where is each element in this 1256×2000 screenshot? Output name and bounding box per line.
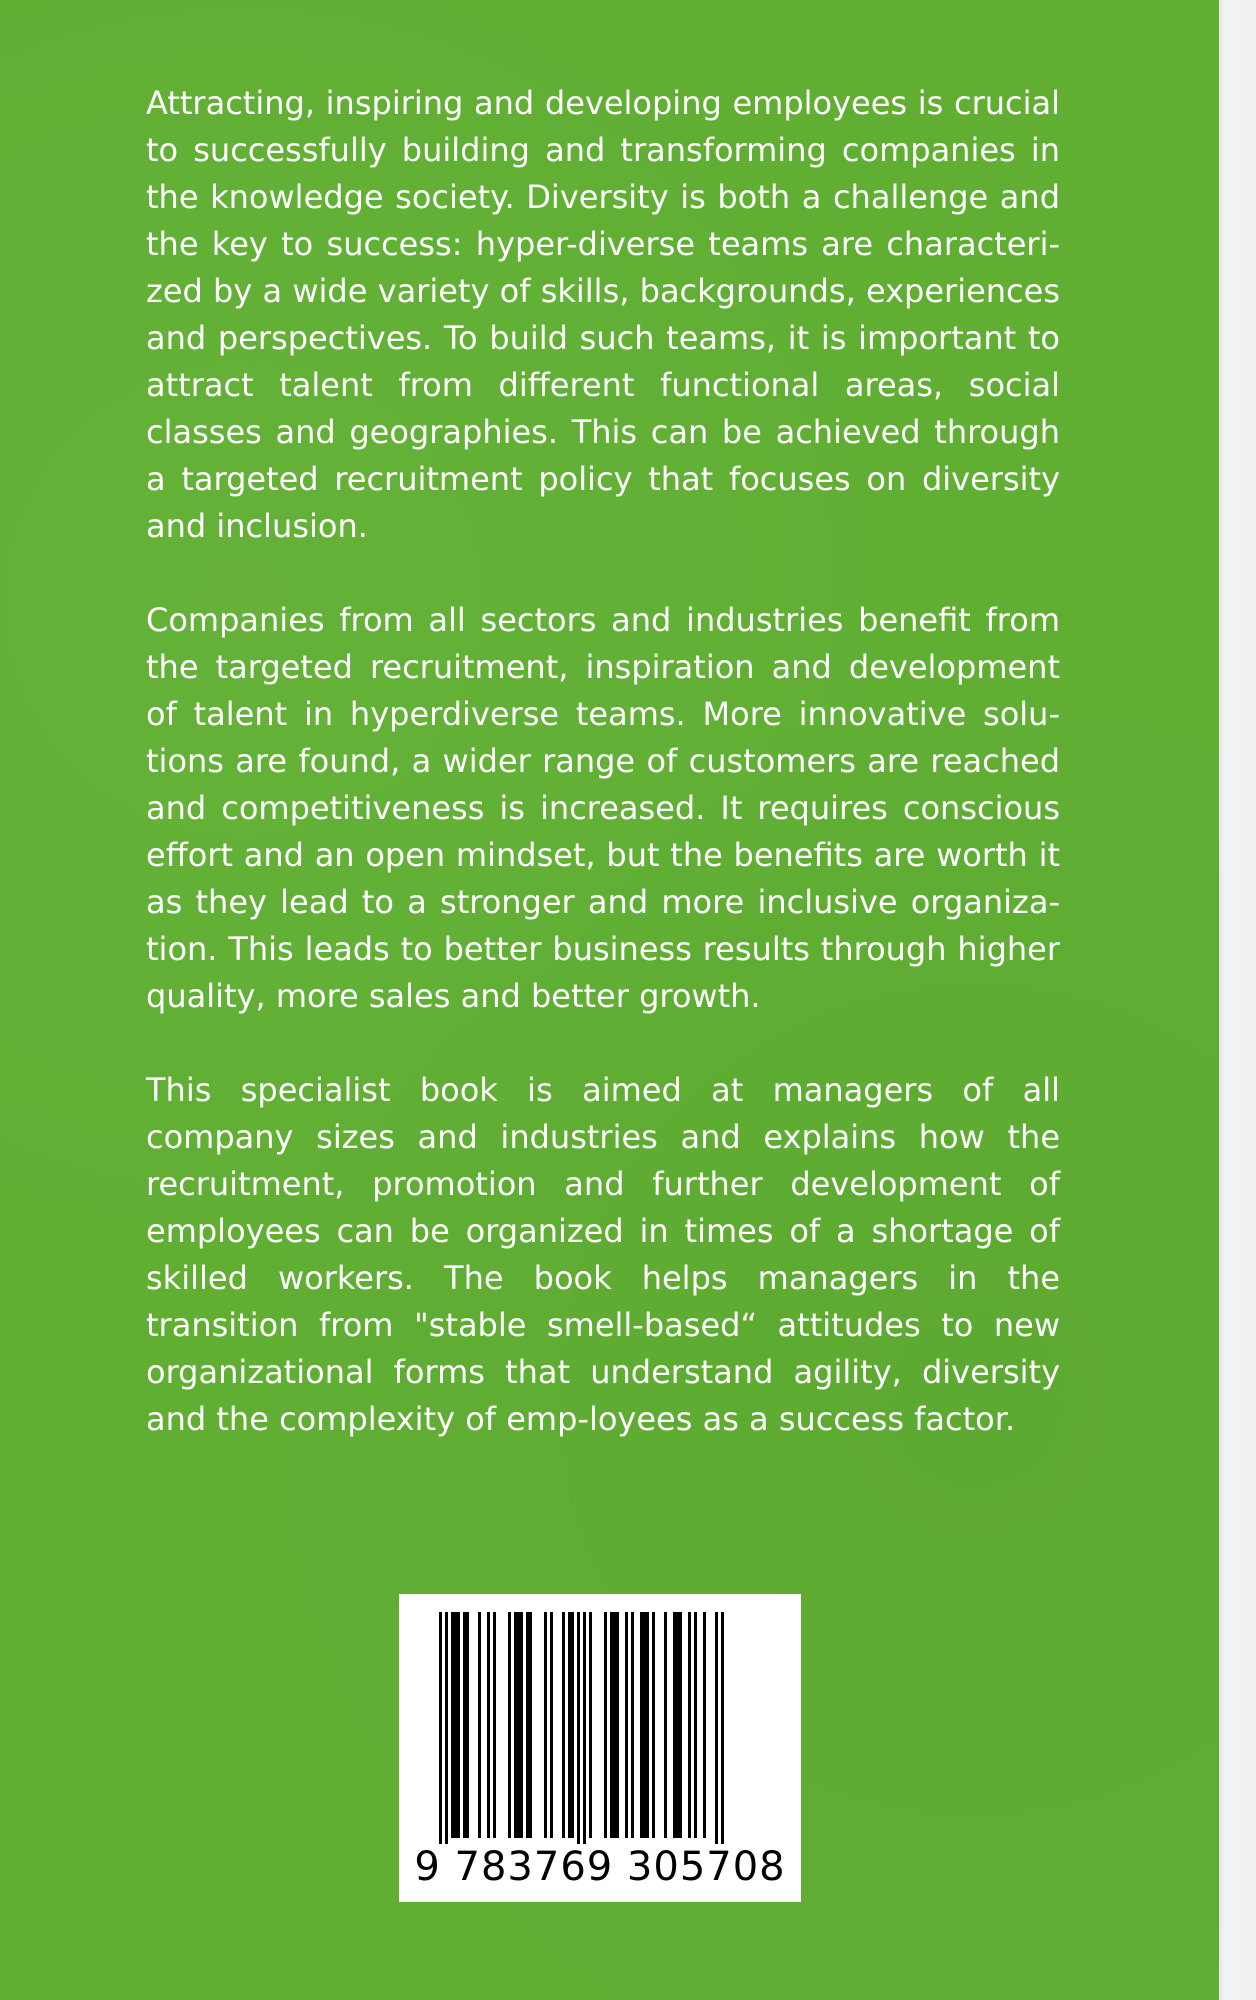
barcode-bar [604, 1612, 607, 1838]
barcode-bar [445, 1612, 448, 1844]
barcode-bar [589, 1612, 592, 1838]
barcode-bar [514, 1612, 523, 1838]
barcode-bar [631, 1612, 634, 1838]
blurb-text-block [146, 80, 1060, 1490]
isbn-number: 9 783769 305708 [414, 1844, 786, 1890]
barcode-bar [568, 1612, 574, 1838]
barcode-bar [526, 1612, 532, 1838]
isbn-barcode [399, 1594, 801, 1902]
barcode-bar [610, 1612, 619, 1838]
barcode-bar [673, 1612, 682, 1838]
barcode-bar [451, 1612, 460, 1838]
page-edge-strip [1219, 0, 1256, 2000]
barcode-bar [562, 1612, 565, 1838]
barcode-bar [652, 1612, 655, 1838]
barcode-bar [478, 1612, 481, 1838]
barcode-bar [493, 1612, 496, 1838]
barcode-bar [583, 1612, 586, 1844]
barcode-bar [640, 1612, 649, 1838]
barcode-bar [550, 1612, 553, 1838]
barcode-bar [688, 1612, 691, 1838]
blurb-paragraph-2: Companies from all sectors and industries benefit from the targeted recruitment, inspiration and development of talent in hyperdiverse teams. More innovative solu-tions are found, a wider range of customers are reached and competitiveness is increased. It requires conscious effort and an open mindset, but the benefits are worth it as they lead to a stronger and more inclusive organiza-tion. This leads to better business results through higher quality, more sales and better growth. [146, 601, 1060, 1015]
barcode-bar [694, 1612, 697, 1838]
barcode-bar [487, 1612, 490, 1838]
barcode-bar [703, 1612, 706, 1838]
barcode-bar [664, 1612, 667, 1838]
blurb-paragraph-3: This specialist book is aimed at managers of all company sizes and industries and explains how the recruitment, promotion and further development of employees can be organized in times of a shortage of skilled workers. The book helps managers in the transition from "stable smell-based“ attitudes to new organizational forms that understand agility, diversity and the complexity of emp-loyees as a success factor. [146, 1071, 1060, 1438]
barcode-bar [577, 1612, 580, 1844]
barcode-bars-graphic [399, 1594, 801, 1844]
barcode-bar [463, 1612, 469, 1838]
barcode-bar [625, 1612, 628, 1838]
barcode-bar [439, 1612, 442, 1844]
blurb-paragraph-1: Attracting, inspiring and developing employees is crucial to successfully building and transforming companies in the knowledge society. Diversity is both a challenge and the key to success: hyper-diverse teams are characteri-zed by a wide variety of skills, backgrounds, experiences and perspectives. To build such teams, it is important to attract talent from different functional areas, social classes and geographies. This can be achieved through a targeted recruitment policy that focuses on diversity and inclusion. [146, 84, 1060, 545]
barcode-bar [721, 1612, 724, 1844]
barcode-bar [508, 1612, 511, 1838]
barcode-bar [715, 1612, 718, 1844]
barcode-bar [544, 1612, 547, 1838]
